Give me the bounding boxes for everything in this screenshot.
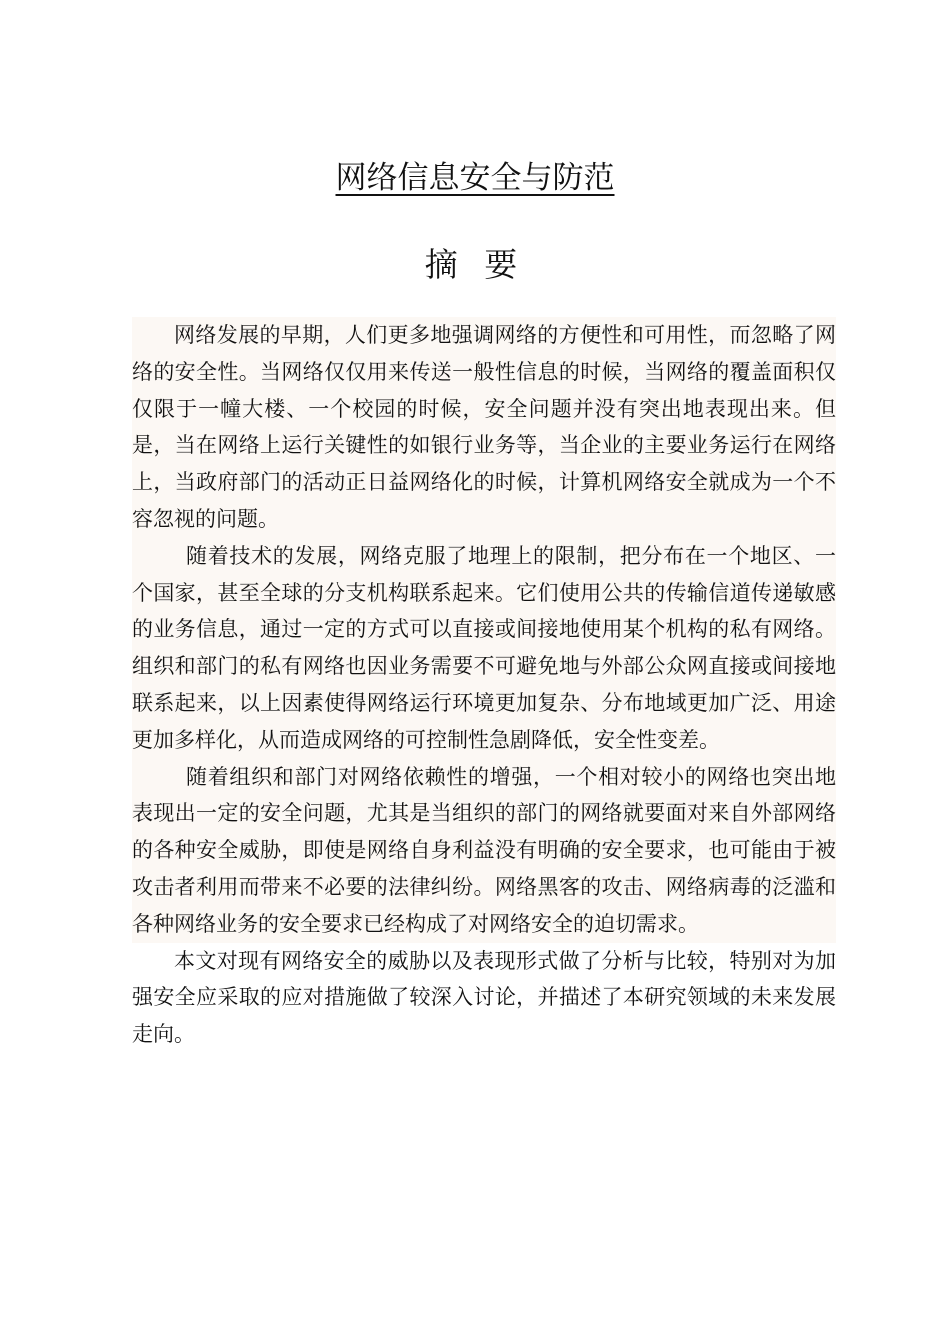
abstract-paragraph-4: 本文对现有网络安全的威胁以及表现形式做了分析与比较，特别对为加强安全应采取的应对措施做了较深入讨论，并描述了本研究领域的未来发展走向。 <box>132 948 836 1047</box>
abstract-heading: 摘 要 <box>424 245 526 284</box>
abstract-paragraph-1: 网络发展的早期，人们更多地强调网络的方便性和可用性，而忽略了网络的安全性。当网络仅仅用来传送一般性信息的时候，当网络的覆盖面积仅仅限于一幢大楼、一个校园的时候，安全问题并没有突出地表现出来。但是，当在网络上运行关键性的如银行业务等，当企业的主要业务运行在网络上，当政府部门的活动正日益网络化的时候，计算机网络安全就成为一个不容忽视的问题。 <box>132 317 836 538</box>
abstract-paragraph-3: 随着组织和部门对网络依赖性的增强，一个相对较小的网络也突出地表现出一定的安全问题，尤其是当组织的部门的网络就要面对来自外部网络的各种安全威胁，即使是网络自身利益没有明确的安全要求，也可能由于被攻击者利用而带来不必要的法律纠纷。网络黑客的攻击、网络病毒的泛滥和各种网络业务的安全要求已经构成了对网络安全的迫切需求。 <box>132 759 836 943</box>
abstract-paragraph-2: 随着技术的发展，网络克服了地理上的限制，把分布在一个地区、一个国家，甚至全球的分支机构联系起来。它们使用公共的传输信道传递敏感的业务信息，通过一定的方式可以直接或间接地使用某个机构的私有网络。组织和部门的私有网络也因业务需要不可避免地与外部公众网直接或间接地联系起来，以上因素使得网络运行环境更加复杂、分布地域更加广泛、用途更加多样化，从而造成网络的可控制性急剧降低，安全性变差。 <box>132 538 836 759</box>
document-title-text: 网络信息安全与防范 <box>335 160 615 196</box>
document-title <box>0 155 950 201</box>
abstract-body <box>132 317 836 1053</box>
